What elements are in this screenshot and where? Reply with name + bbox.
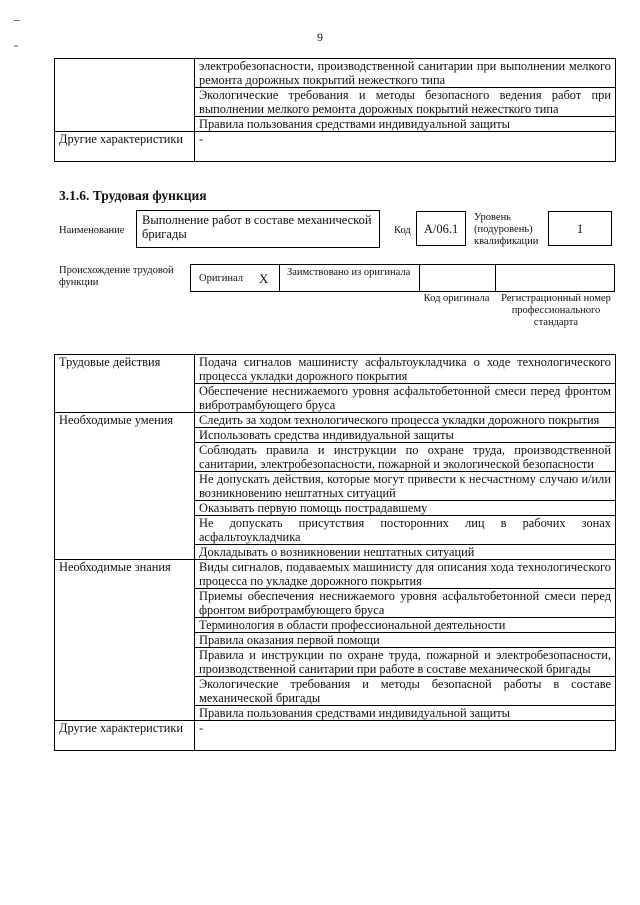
code-value: A/06.1 — [423, 222, 459, 236]
table-row: Приемы обеспечения неснижаемого уровня асфальтобетонной смеси перед фронтом вибротрамбующего бруса — [195, 589, 616, 618]
qualification-level-box — [548, 211, 612, 246]
qualification-level-label: Уровень (подуровень) квалификации — [474, 212, 539, 247]
margin-mark: - — [14, 38, 18, 52]
table-row: Правила оказания первой помощи — [195, 633, 616, 648]
original-mark: X — [259, 271, 269, 286]
registration-number-label: Регистрационный номер профессионального стандарта — [501, 293, 611, 328]
requirement-cell: электробезопасности, производственной санитарии при выполнении мелкого ремонта дорожных покрытий нежесткого типа — [195, 59, 616, 88]
table-row: Не допускать присутствия посторонних лиц в рабочих зонах асфальтоукладчика — [195, 516, 616, 545]
table-row: Терминология в области профессиональной деятельности — [195, 618, 616, 633]
table-row: Подача сигналов машинисту асфальтоукладчика о ходе технологического процесса укладки дорожного покрытия — [195, 355, 616, 384]
other-characteristics-value: - — [195, 132, 616, 162]
page-number: 9 — [317, 30, 323, 44]
code-label: Код — [394, 225, 411, 236]
origin-table — [190, 264, 615, 292]
labor-function-table — [54, 354, 616, 751]
original-label: Оригинал — [199, 273, 243, 284]
table-row: Оказывать первую помощь пострадавшему — [195, 501, 616, 516]
section-title: 3.1.6. Трудовая функция — [59, 188, 207, 203]
qualification-level-value: 1 — [576, 221, 584, 236]
table-row: Правила пользования средствами индивидуальной защиты — [195, 706, 616, 721]
margin-mark: – — [14, 12, 20, 26]
group-label: Трудовые действия — [55, 355, 195, 413]
table-row: Следить за ходом технологического процесса укладки дорожного покрытия — [195, 413, 616, 428]
divider — [495, 265, 496, 291]
table-row: Не допускать действия, которые могут привести к несчастному случаю и/или возникновению нештатных ситуаций — [195, 472, 616, 501]
requirement-cell: Экологические требования и методы безопасного ведения работ при выполнении мелкого ремонта дорожных покрытий нежесткого типа — [195, 88, 616, 117]
function-name-value: Выполнение работ в составе механической бригады — [142, 213, 372, 241]
group-label: Необходимые знания — [55, 560, 195, 721]
code-original-label: Код оригинала — [423, 293, 490, 304]
top-continuation-table — [54, 58, 616, 162]
group-label: Необходимые умения — [55, 413, 195, 560]
empty-label-cell — [55, 59, 195, 132]
other-characteristics-label: Другие характеристики — [55, 132, 195, 162]
table-row: Соблюдать правила и инструкции по охране труда, производственной санитарии, электробезопасности, пожарной и экологической безопасности — [195, 443, 616, 472]
table-row: Экологические требования и методы безопасной работы в составе механической бригады — [195, 677, 616, 706]
divider — [419, 265, 420, 291]
table-row: Использовать средства индивидуальной защиты — [195, 428, 616, 443]
table-row: - — [195, 721, 616, 751]
borrowed-label: Заимствовано из оригинала — [287, 267, 411, 278]
name-label: Наименование — [59, 225, 125, 236]
function-name-box — [136, 210, 380, 248]
group-label: Другие характеристики — [55, 721, 195, 751]
code-box — [416, 211, 466, 246]
origin-label: Происхождение трудовой функции — [59, 265, 174, 288]
requirement-cell: Правила пользования средствами индивидуальной защиты — [195, 117, 616, 132]
table-row: Правила и инструкции по охране труда, пожарной и электробезопасности, производственной санитарии при работе в составе механической бригады — [195, 648, 616, 677]
table-row: Обеспечение неснижаемого уровня асфальтобетонной смеси перед фронтом вибротрамбующего бруса — [195, 384, 616, 413]
table-row: Докладывать о возникновении нештатных ситуаций — [195, 545, 616, 560]
divider — [279, 265, 280, 291]
table-row: Виды сигналов, подаваемых машинисту для описания хода технологического процесса по укладке дорожного покрытия — [195, 560, 616, 589]
